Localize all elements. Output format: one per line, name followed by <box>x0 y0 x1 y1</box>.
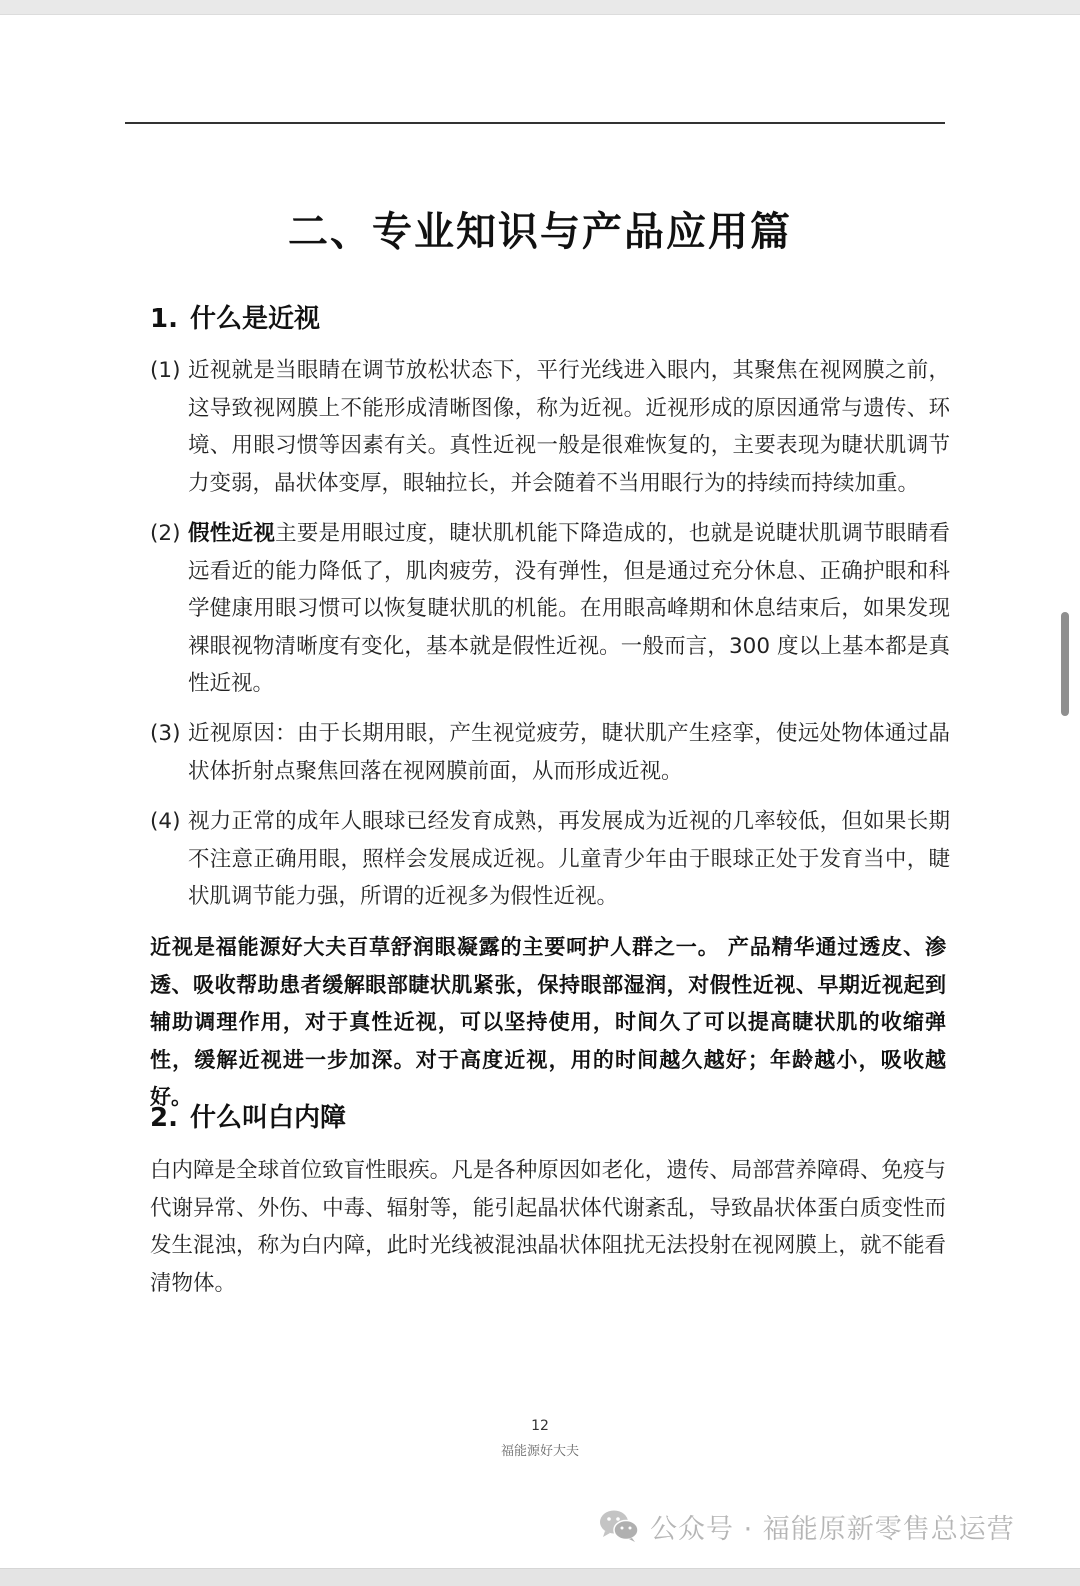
section-2-heading <box>150 1097 346 1134</box>
list-item-4-marker: (4) <box>150 809 181 834</box>
list-item-3 <box>150 715 950 790</box>
wechat-icon <box>598 1508 640 1544</box>
viewer-bottom-edge <box>0 1568 1080 1586</box>
footer-brand: 福能源好大夫 <box>500 1444 579 1459</box>
list-item-3-text: 近视原因：由于长期用眼，产生视觉疲劳，睫状肌产生痉挛，使远处物体通过晶状体折射点聚焦回落在视网膜前面，从而形成近视。 <box>188 721 950 784</box>
list-item-2-text <box>188 515 950 703</box>
list-item-2-marker: (2) <box>150 521 181 546</box>
watermark-text: 公众号 · 福能原新零售总运营 <box>650 1513 1015 1545</box>
viewer-top-edge <box>0 0 1080 15</box>
section-1-number: 1. <box>150 304 178 334</box>
header-rule <box>125 122 945 124</box>
list-item-4 <box>150 803 950 916</box>
list-item-2-body: 主要是用眼过度，睫状肌机能下降造成的，也就是说睫状肌调节眼睛看远看近的能力降低了，肌肉疲劳，没有弹性，但是通过充分休息、正确护眼和科学健康用眼习惯可以恢复睫状肌的机能。在用眼高峰期和休息结束后，如果发现裸眼视物清晰度有变化，基本就是假性近视。一般而言，300 度以上基本都是真性近视。 <box>188 521 950 696</box>
section-1-title: 什么是近视 <box>189 304 320 334</box>
scrollbar-thumb[interactable] <box>1061 612 1069 716</box>
section-2-paragraph: 白内障是全球首位致盲性眼疾。凡是各种原因如老化，遗传、局部营养障碍、免疫与代谢异常、外伤、中毒、辐射等，能引起晶状体代谢紊乱，导致晶状体蛋白质变性而发生混浊，称为白内障，此时光线被混浊晶状体阻扰无法投射在视网膜上，就不能看清物体。 <box>150 1158 946 1296</box>
page-title: 二、专业知识与产品应用篇 <box>288 209 792 255</box>
list-item-2-bold-lead: 假性近视 <box>188 521 276 546</box>
list-item-4-text: 视力正常的成年人眼球已经发育成熟，再发展成为近视的几率较低，但如果长期不注意正确用眼，照样会发展成近视。儿童青少年由于眼球正处于发育当中，睫状肌调节能力强，所谓的近视多为假性近视。 <box>188 809 950 909</box>
product-note: 近视是福能源好大夫百草舒润眼凝露的主要呵护人群之一。 产品精华通过透皮、渗透、吸收帮助患者缓解眼部睫状肌紧张，保持眼部湿润，对假性近视、早期近视起到辅助调理作用，对于真性近视，可以坚持使用，时间久了可以提高睫状肌的收缩弹性，缓解近视进一步加深。对于高度近视，用的时间越久越好；年龄越小，吸收越好。 <box>150 935 946 1109</box>
list-item-2 <box>150 515 950 703</box>
page-number: 12 <box>531 1418 549 1434</box>
section-1-heading <box>150 298 320 335</box>
list-item-1 <box>150 352 950 502</box>
list-item-3-marker: (3) <box>150 721 181 746</box>
section-2-number: 2. <box>150 1103 178 1133</box>
list-item-1-marker: (1) <box>150 358 181 383</box>
list-item-1-text: 近视就是当眼睛在调节放松状态下，平行光线进入眼内，其聚焦在视网膜之前，这导致视网膜上不能形成清晰图像，称为近视。近视形成的原因通常与遗传、环境、用眼习惯等因素有关。真性近视一般是很难恢复的，主要表现为睫状肌调节力变弱，晶状体变厚，眼轴拉长，并会随着不当用眼行为的持续而持续加重。 <box>188 358 950 496</box>
wechat-watermark <box>598 1506 1015 1546</box>
section-2-title: 什么叫白内障 <box>189 1103 346 1133</box>
